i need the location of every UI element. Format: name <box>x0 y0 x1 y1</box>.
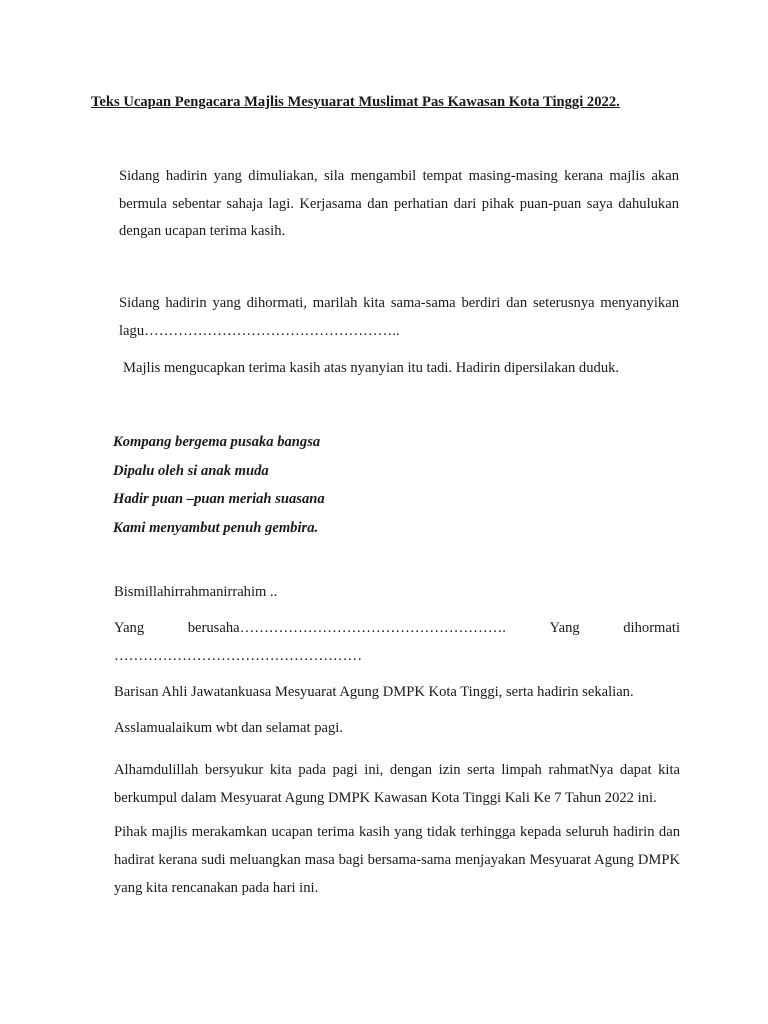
barisan-line: Barisan Ahli Jawatankuasa Mesyuarat Agung DMPK Kota Tinggi, serta hadirin sekalian. <box>114 684 634 700</box>
paragraph-alhamdulillah: Alhamdulillah bersyukur kita pada pagi ini, dengan izin serta limpah rahmatNya dapat kita berkumpul dalam Mesyuarat Agung DMPK Kawasan Kota Tinggi Kali Ke 7 Tahun 2022 ini. <box>114 762 680 806</box>
greeting-word: berusaha………………………………………………. <box>187 620 506 636</box>
pantun-verse <box>113 428 325 542</box>
pantun-line: Kami menyambut penuh gembira. <box>113 519 319 536</box>
paragraph-thanks: Majlis mengucapkan terima kasih atas nyanyian itu tadi. Hadirin dipersilakan duduk. <box>123 360 620 376</box>
greeting-word: Yang <box>114 620 145 636</box>
greeting-word: dihormati <box>623 620 680 636</box>
greeting-row <box>114 620 680 637</box>
dots-placeholder-line: …………………………………………… <box>114 648 363 664</box>
pantun-line: Hadir puan –puan meriah suasana <box>113 491 325 507</box>
document-title: Teks Ucapan Pengacara Majlis Mesyuarat Muslimat Pas Kawasan Kota Tinggi 2022. <box>91 94 620 110</box>
bismillah-line: Bismillahirrahmanirrahim .. <box>114 584 278 600</box>
paragraph-pihak-majlis: Pihak majlis merakamkan ucapan terima kasih yang tidak terhingga kepada seluruh hadirin dan hadirat kerana sudi meluangkan masa bagi bersama-sama menjayakan Mesyuarat Agung DMPK yang kita rencanakan pada hari ini. <box>114 824 680 896</box>
paragraph-opening: Sidang hadirin yang dimuliakan, sila mengambil tempat masing-masing kerana majlis akan bermula sebentar sahaja lagi. Kerjasama dan perhatian dari pihak puan-puan saya dahulukan dengan ucapan terima kasih. <box>119 168 679 239</box>
greeting-word: Yang <box>549 620 580 636</box>
pantun-line: Kompang bergema pusaka bangsa <box>113 434 321 450</box>
pantun-line: Dipalu oleh si anak muda <box>113 462 269 479</box>
salam-line: Asslamualaikum wbt dan selamat pagi. <box>114 720 343 736</box>
paragraph-anthem: Sidang hadirin yang dihormati, marilah kita sama-sama berdiri dan seterusnya menyanyikan lagu…………………………………………….. <box>119 295 679 339</box>
